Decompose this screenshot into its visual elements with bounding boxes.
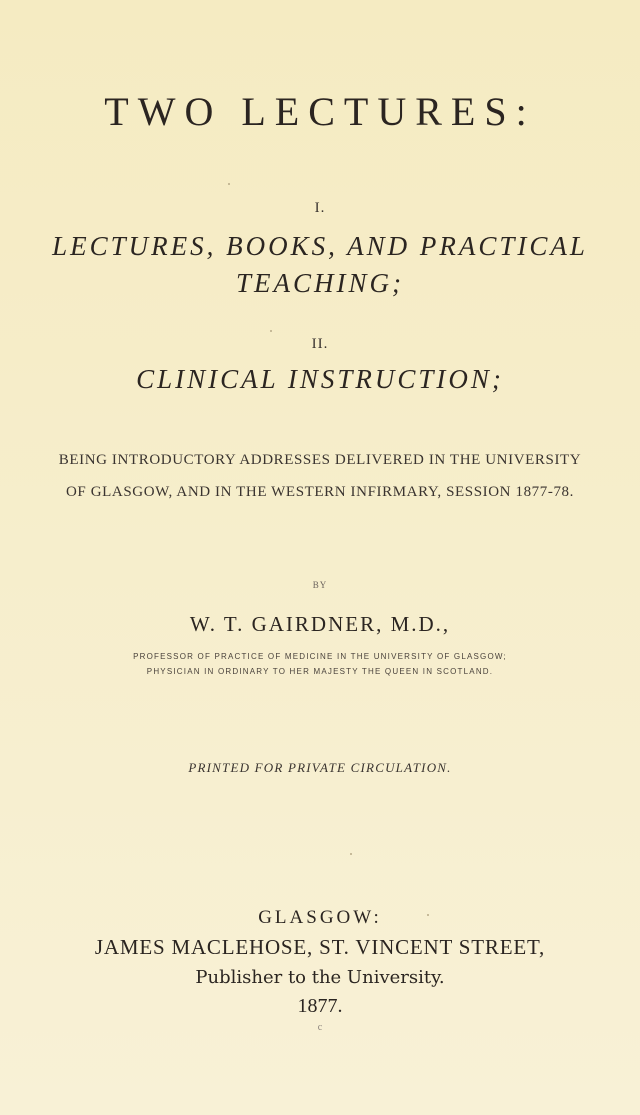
part-two-numeral: II. [311,336,329,352]
description-line-1: BEING INTRODUCTORY ADDRESSES DELIVERED IN THE UNIVERSITY [58,452,582,468]
imprint-role: Publisher to the University. [195,967,445,988]
paper-speck [427,914,429,916]
paper-speck [350,853,352,855]
part-one-title-line-2: TEACHING; [236,268,404,298]
by-label: BY [312,580,328,590]
main-title: TWO LECTURES: [104,89,536,134]
printed-note: PRINTED FOR PRIVATE CIRCULATION. [188,760,452,775]
credentials-line-2: PHYSICIAN IN ORDINARY TO HER MAJESTY THE QUEEN IN SCOTLAND. [146,667,494,676]
paper-speck [228,183,230,185]
part-one-title-line-1: LECTURES, BOOKS, AND PRACTICAL [52,231,588,261]
part-one-numeral: I. [314,200,326,216]
description-line-2: OF GLASGOW, AND IN THE WESTERN INFIRMARY, SESSION 1877-78. [65,484,575,500]
imprint-city: GLASGOW: [258,907,382,928]
credentials-line-1: PROFESSOR OF PRACTICE OF MEDICINE IN THE UNIVERSITY OF GLASGOW; [133,652,507,661]
paper-speck [270,330,272,332]
imprint-year: 1877. [297,995,343,1017]
printer-mark: c [317,1022,323,1033]
part-two-title: CLINICAL INSTRUCTION; [136,364,504,394]
imprint-publisher: JAMES MACLEHOSE, ST. VINCENT STREET, [94,935,546,959]
author-name: W. T. GAIRDNER, M.D., [189,612,451,636]
